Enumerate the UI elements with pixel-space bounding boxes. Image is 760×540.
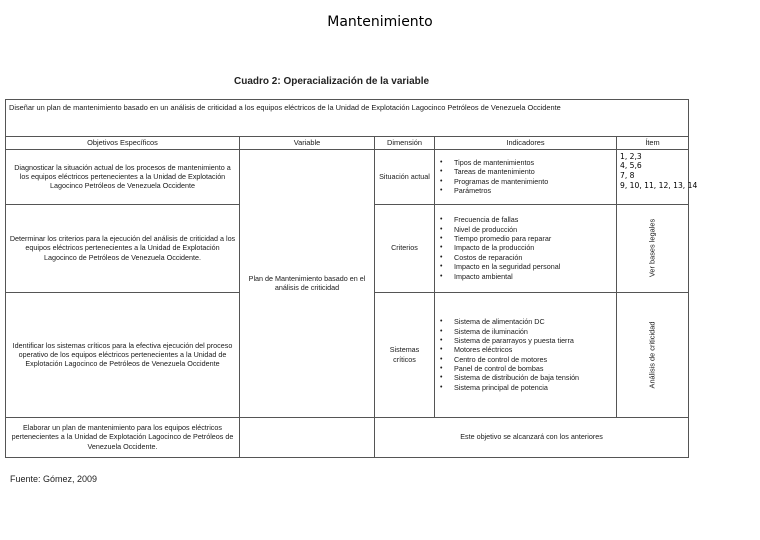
slide-title: Mantenimiento: [327, 14, 433, 30]
header-dimension: Dimensión: [375, 137, 435, 150]
indicator-item: • Tipos de mantenimientos: [438, 158, 613, 167]
header-indicators: Indicadores: [435, 137, 617, 150]
indicator-item: • Sistema de pararrayos y puesta tierra: [438, 336, 613, 345]
header-variable: Variable: [240, 137, 375, 150]
indicator-item: • Motores eléctricos: [438, 345, 613, 354]
general-objective: Diseñar un plan de mantenimiento basado en un análisis de criticidad a los equipos eléctricos de la Unidad de Explotación Lagocinco Petróleos de Venezuela Occidente: [6, 100, 689, 137]
indicator-item: • Sistema de distribución de baja tensión: [438, 373, 613, 382]
objective-2: Determinar los criterios para la ejecución del análisis de criticidad a los equipos eléctricos pertenecientes a la Unidad de Explotación Lagocinco de Petróleos de Venezuela Occidente.: [6, 204, 240, 292]
indicator-item: • Centro de control de motores: [438, 355, 613, 364]
header-item: Ítem: [617, 137, 689, 150]
indicators-2: [435, 204, 617, 292]
indicator-item: • Impacto de la producción: [438, 243, 613, 252]
dimension-1: Situación actual: [375, 149, 435, 204]
item-vertical-3: [617, 292, 689, 417]
objective-4: Elaborar un plan de mantenimiento para los equipos eléctricos pertenecientes a la Unidad de Explotación Lagocinco de Petróleos de Venezuela Occidente.: [6, 417, 240, 457]
header-objectives: Objetivos Específicos: [6, 137, 240, 150]
item-vertical-2: [617, 204, 689, 292]
objective-3: Identificar los sistemas críticos para la efectiva ejecución del proceso operativo de los equipos eléctricos pertenecientes a la Unidad de Explotación Lagocinco de Petróleos de Venezuela Occidente: [6, 292, 240, 417]
objective-1: Diagnosticar la situación actual de los procesos de mantenimiento a los equipos eléctricos pertenecientes a la Unidad de Explotación Lagocinco Petróleos de Venezuela Occidente: [6, 149, 240, 204]
dimension-2: Criterios: [375, 204, 435, 292]
indicator-item: • Impacto en la seguridad personal: [438, 262, 613, 271]
indicator-item: • Tiempo promedio para reparar: [438, 234, 613, 243]
item-vertical-label: Análisis de criticidad: [647, 321, 657, 389]
indicator-item: • Sistema de alimentación DC: [438, 317, 613, 326]
item-numbers: 7, 8: [620, 171, 635, 181]
dimension-3: Sistemas críticos: [375, 292, 435, 417]
item-numbers: 1, 2,3: [620, 151, 642, 161]
table-title: Cuadro 2: Operacialización de la variable: [234, 76, 430, 87]
indicator-item: • Tareas de mantenimiento: [438, 167, 613, 176]
indicator-item: • Parámetros: [438, 186, 613, 195]
indicator-item: • Nivel de producción: [438, 225, 613, 234]
indicators-3: [435, 292, 617, 417]
source-citation: Fuente: Gómez, 2009: [10, 474, 98, 484]
indicator-item: • Impacto ambiental: [438, 272, 613, 281]
item-numbers: 4, 5,6: [620, 161, 642, 171]
indicator-item: • Panel de control de bombas: [438, 364, 613, 373]
indicator-item: • Costos de reparación: [438, 253, 613, 262]
indicator-item: • Sistema principal de potencia: [438, 383, 613, 392]
item-vertical-label: Ver bases legales: [647, 218, 657, 278]
variable-cell: Plan de Mantenimiento basado en el análisis de criticidad: [240, 149, 375, 417]
items-1: [617, 149, 698, 204]
item-numbers: 9, 10, 11, 12, 13, 14: [620, 181, 698, 191]
indicator-item: • Frecuencia de fallas: [438, 215, 613, 224]
indicators-1: [435, 149, 617, 204]
objective-note: Este objetivo se alcanzará con los anteriores: [375, 417, 689, 457]
operationalization-table: [5, 99, 698, 458]
indicator-item: • Programas de mantenimiento: [438, 177, 613, 186]
indicator-item: • Sistema de iluminación: [438, 327, 613, 336]
